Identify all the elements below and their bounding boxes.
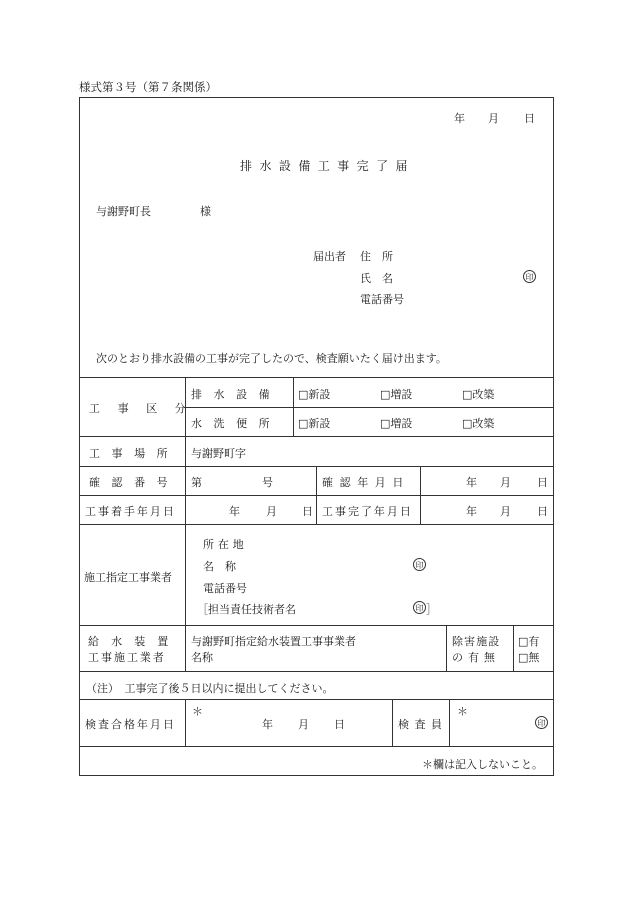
- work-category-label: 工事区分: [89, 402, 204, 415]
- row-divider: [79, 524, 554, 525]
- col-divider: [449, 699, 450, 746]
- inspection-asterisk: ＊: [192, 705, 203, 718]
- seal-icon: 印: [535, 716, 548, 729]
- water-supply-label-1: 給水装置: [88, 635, 181, 648]
- start-day: 日: [302, 505, 313, 518]
- inspection-date-label: 検査合格年月日: [85, 718, 176, 731]
- water-supply-label-2: 工事施工業者: [88, 651, 166, 664]
- checkbox-no[interactable]: □無: [518, 651, 540, 664]
- notifier-phone-label: 電話番号: [360, 293, 404, 306]
- footer-note: ＊欄は記入しないこと。: [422, 758, 543, 771]
- col-divider: [513, 625, 514, 671]
- removal-facility-label-2: の有無: [452, 651, 500, 664]
- checkbox-yes[interactable]: □有: [518, 635, 540, 648]
- row-divider: [79, 377, 554, 378]
- confirmation-month: 月: [500, 476, 511, 489]
- col-divider: [185, 699, 186, 746]
- col-divider: [293, 377, 294, 436]
- col-divider: [316, 466, 317, 524]
- contractor-engineer-close: ］: [426, 603, 437, 616]
- notifier-name-label: 氏 名: [360, 272, 393, 285]
- checkbox-extend-2[interactable]: □増設: [380, 417, 413, 430]
- inspection-month: 月: [298, 718, 309, 731]
- work-category-sub2: 水洗便所: [191, 417, 282, 430]
- row-divider: [185, 407, 554, 408]
- confirmation-suffix: 号: [262, 476, 273, 489]
- checkbox-extend-1[interactable]: □増設: [380, 388, 413, 401]
- work-location-value[interactable]: 与謝野町字: [191, 447, 246, 460]
- checkbox-new-1[interactable]: □新設: [298, 388, 331, 401]
- row-divider: [79, 625, 554, 626]
- contractor-name: 名 称: [203, 560, 236, 573]
- confirmation-year: 年: [466, 476, 477, 489]
- row-divider: [79, 699, 554, 700]
- addressee-honorific: 様: [200, 205, 211, 218]
- page-title: 排水設備工事完了届: [240, 159, 415, 173]
- start-year: 年: [229, 505, 240, 518]
- seal-icon: 印: [523, 270, 536, 283]
- seal-icon: 印: [413, 601, 426, 614]
- inspection-year: 年: [262, 718, 273, 731]
- date-year: 年: [454, 112, 465, 125]
- end-day: 日: [537, 505, 548, 518]
- seal-icon: 印: [413, 558, 426, 571]
- date-day: 日: [524, 112, 535, 125]
- checkbox-new-2[interactable]: □新設: [298, 417, 331, 430]
- date-month: 月: [488, 112, 499, 125]
- contractor-label: 施工指定工事業者: [84, 571, 172, 584]
- confirmation-prefix: 第: [191, 476, 202, 489]
- end-month: 月: [500, 505, 511, 518]
- contractor-location: 所在地: [203, 538, 248, 551]
- col-divider: [392, 699, 393, 746]
- addressee-name: 与謝野町長: [96, 205, 151, 218]
- contractor-engineer: ［担当責任技術者名: [197, 603, 296, 616]
- start-date-label: 工事着手年月日: [85, 505, 176, 518]
- removal-facility-label-1: 除害施設: [452, 635, 501, 648]
- contractor-phone: 電話番号: [203, 582, 247, 595]
- start-month: 月: [266, 505, 277, 518]
- inspection-day: 日: [334, 718, 345, 731]
- note-text: （注） 工事完了後５日以内に提出してください。: [86, 682, 334, 695]
- col-divider: [420, 466, 421, 524]
- form-label: 様式第３号（第７条関係）: [79, 80, 217, 94]
- water-supply-desc-2: 名称: [191, 651, 213, 664]
- confirmation-day: 日: [537, 476, 548, 489]
- work-category-sub1: 排水設備: [191, 388, 282, 401]
- confirmation-date-label: 確認年月日: [322, 476, 410, 489]
- row-divider: [79, 671, 554, 672]
- inspector-label: 検査員: [398, 718, 448, 731]
- col-divider: [446, 625, 447, 671]
- col-divider: [185, 377, 186, 671]
- row-divider: [79, 746, 554, 747]
- inspector-asterisk: ＊: [457, 705, 468, 718]
- checkbox-rebuild-1[interactable]: □改築: [462, 388, 495, 401]
- water-supply-desc-1: 与謝野町指定給水装置工事事業者: [191, 635, 356, 648]
- confirmation-number-label: 確認番号: [89, 476, 180, 489]
- work-location-label: 工事場所: [89, 447, 180, 460]
- end-year: 年: [466, 505, 477, 518]
- notifier-address-label: 住 所: [360, 250, 393, 263]
- end-date-label: 工事完了年月日: [322, 505, 413, 518]
- checkbox-rebuild-2[interactable]: □改築: [462, 417, 495, 430]
- notifier-label: 届出者: [313, 250, 346, 263]
- row-divider: [79, 436, 554, 437]
- statement-text: 次のとおり排水設備の工事が完了したので、検査願いたく届け出ます。: [96, 352, 447, 365]
